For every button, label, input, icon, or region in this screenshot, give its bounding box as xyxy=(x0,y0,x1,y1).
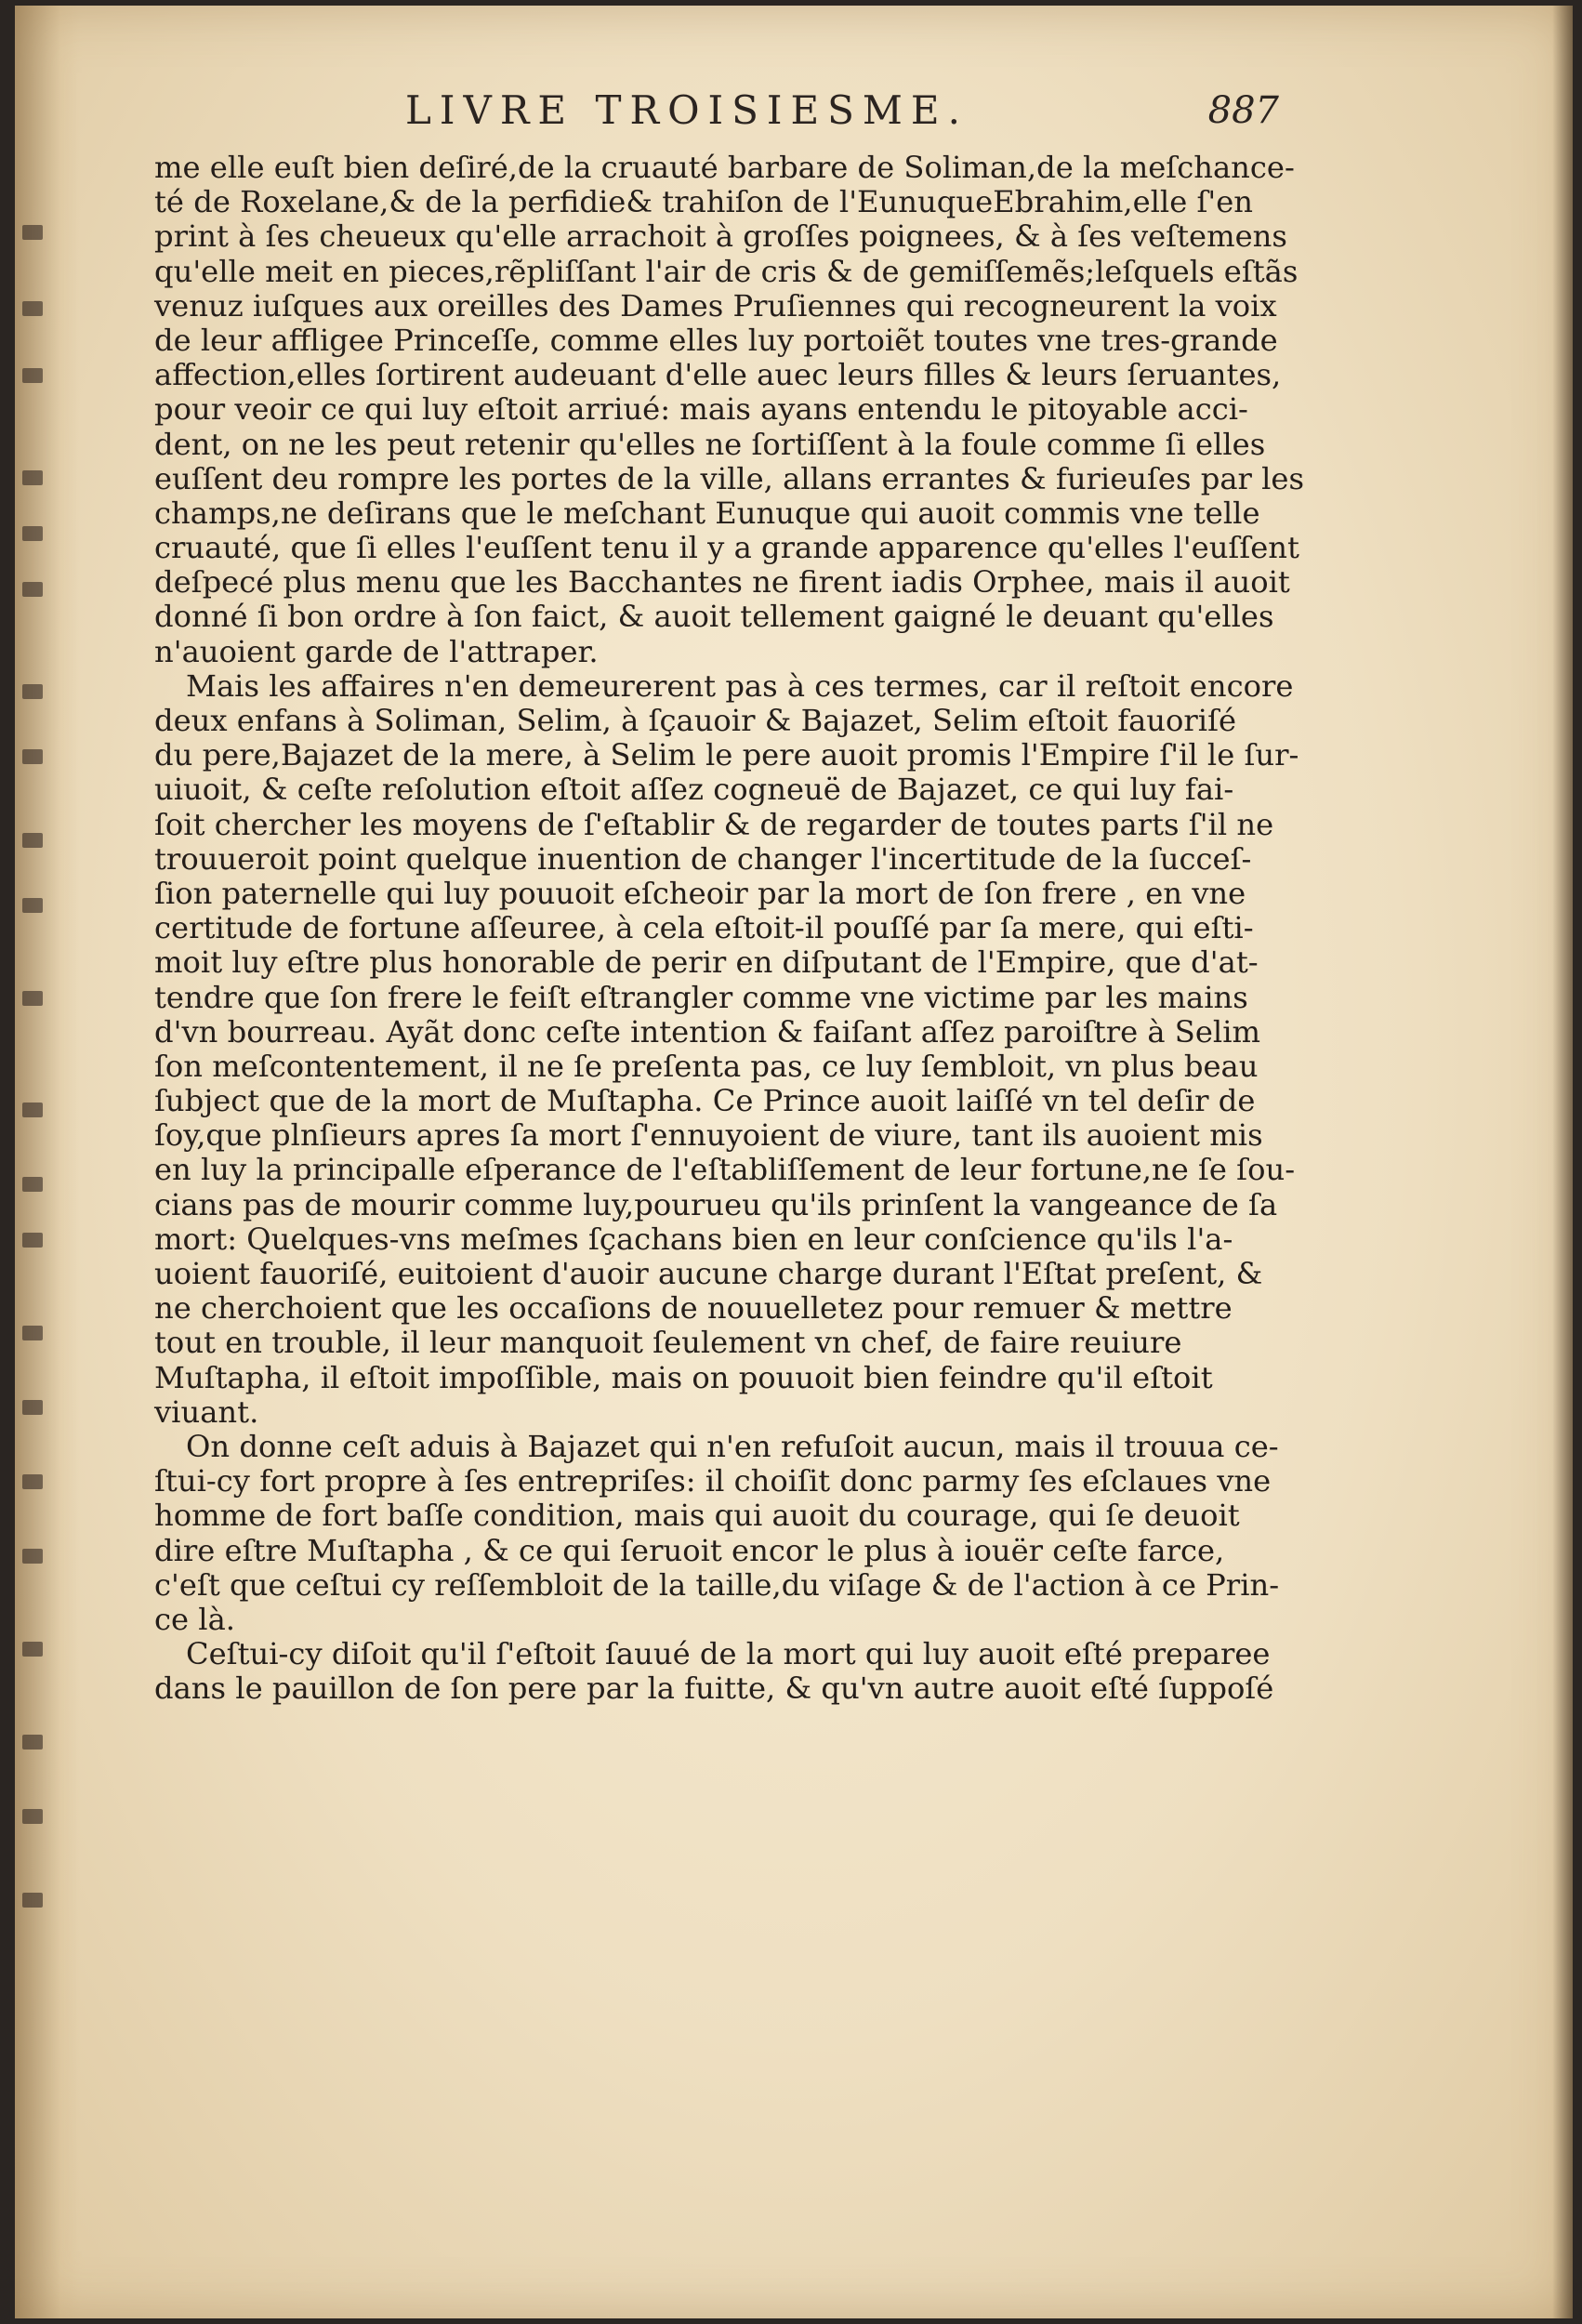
text-line: deux enfans à Soliman, Selim, à ſçauoir & Bajazet, Selim eſtoit fauoriſé xyxy=(154,703,1237,738)
text-line: ſubject que de la mort de Muſtapha. Ce Prince auoit laiſſé vn tel deſir de xyxy=(154,1083,1256,1119)
text-line: pour veoir ce qui luy eſtoit arriué: mais ayans entendu le pitoyable acci- xyxy=(154,391,1248,428)
text-line: moit luy eſtre plus honorable de perir en diſputant de l'Empire, que d'at- xyxy=(154,944,1259,981)
bleed-mark xyxy=(22,684,43,699)
running-title: LIVRE TROISIESME. xyxy=(405,87,969,133)
bleed-mark xyxy=(22,1474,43,1489)
text-line: champs,ne deſirans que le meſchant Eunuque qui auoit commis vne telle xyxy=(154,495,1260,531)
text-line: Muſtapha, il eſtoit impoſſible, mais on pouuoit bien feindre qu'il eſtoit xyxy=(154,1359,1213,1395)
bleed-mark xyxy=(22,749,43,764)
text-line: viuant. xyxy=(154,1393,259,1430)
text-line: homme de fort baſſe condition, mais qui auoit du courage, qui ſe deuoit xyxy=(154,1498,1240,1534)
bleed-mark xyxy=(22,833,43,848)
text-line: cruauté, que ſi elles l'euſſent tenu il y a grande apparence qu'elles l'euſſent xyxy=(154,530,1299,566)
text-line: té de Roxelane,& de la perfidie& trahiſon de l'EunuqueEbrahim,elle ſ'en xyxy=(154,184,1254,220)
text-line: cians pas de mourir comme luy,pourueu qu'ils prinſent la vangeance de ſa xyxy=(154,1186,1278,1222)
text-line: en luy la principalle eſperance de l'eſtabliſſement de leur fortune,ne ſe ſou- xyxy=(154,1152,1296,1188)
bleed-mark xyxy=(22,1809,43,1824)
text-line: uoient fauoriſé, euitoient d'auoir aucune charge durant l'Eſtat preſent, & xyxy=(154,1256,1263,1291)
text-line: trouueroit point quelque inuention de changer l'incertitude de la ſucceſ- xyxy=(154,840,1252,877)
text-line: ſoit chercher les moyens de ſ'eſtablir & de regarder de toutes parts ſ'il ne xyxy=(154,806,1274,842)
text-line: uiuoit, & ceſte reſolution eſtoit aſſez cogneuë de Bajazet, ce qui luy fai- xyxy=(154,772,1234,808)
text-line: dire eſtre Muſtapha , & ce qui ſeruoit encor le plus à iouër ceſte farce, xyxy=(154,1532,1225,1568)
bleed-mark xyxy=(22,1893,43,1908)
text-line: ce là. xyxy=(154,1601,236,1637)
paragraph-start-line: Mais les affaires n'en demeurerent pas à ces termes, car il reſtoit encore xyxy=(186,667,1294,704)
text-line: tout en trouble, il leur manquoit ſeulement vn chef, de faire reuiure xyxy=(154,1325,1182,1361)
text-line: deſpecé plus menu que les Bacchantes ne firent iadis Orphee, mais il auoit xyxy=(154,564,1290,601)
bleed-mark xyxy=(22,582,43,597)
bleed-mark xyxy=(22,991,43,1006)
text-line: venuz iuſques aux oreilles des Dames Pruſiennes qui recogneurent la voix xyxy=(154,287,1277,324)
bleed-mark xyxy=(22,1177,43,1192)
text-line: certitude de fortune aſſeuree, à cela eſtoit-il pouſſé par ſa mere, qui eſti- xyxy=(154,910,1254,946)
text-line: du pere,Bajazet de la mere, à Selim le pere auoit promis l'Empire ſ'il le ſur- xyxy=(154,737,1299,773)
text-line: affection,elles ſortirent audeuant d'elle auec leurs filles & leurs ſeruantes, xyxy=(154,357,1282,393)
text-line: ſion paternelle qui luy pouuoit eſcheoir par la mort de ſon frere , en vne xyxy=(154,875,1246,911)
text-line: ſon meſcontentement, il ne ſe preſenta pas, ce luy ſembloit, vn plus beau xyxy=(154,1048,1259,1084)
book-page xyxy=(15,6,1573,2318)
text-line: c'eſt que ceſtui cy reſſembloit de la taille,du viſage & de l'action à ce Prin- xyxy=(154,1566,1280,1603)
bleed-mark xyxy=(22,1233,43,1248)
page-header xyxy=(405,87,1316,143)
bleed-mark xyxy=(22,1642,43,1657)
text-line: ne cherchoient que les occaſions de nouuelletez pour remuer & mettre xyxy=(154,1290,1233,1327)
bleed-mark xyxy=(22,470,43,485)
text-line: ſoy,que plnſieurs apres ſa mort ſ'ennuyoient de viure, tant ils auoient mis xyxy=(154,1117,1263,1154)
text-line: dans le pauillon de ſon pere par la fuitte, & qu'vn autre auoit eſté ſuppoſé xyxy=(154,1670,1274,1707)
text-line: me elle euſt bien deſiré,de la cruauté barbare de Soliman,de la meſchance- xyxy=(154,150,1295,185)
text-line: dent, on ne les peut retenir qu'elles ne ſortiſſent à la foule comme ſi elles xyxy=(154,426,1266,462)
bleed-mark xyxy=(22,225,43,240)
text-line: euſſent deu rompre les portes de la ville, allans errantes & furieuſes par les xyxy=(154,460,1304,496)
bleed-mark xyxy=(22,1400,43,1415)
page-number: 887 xyxy=(1207,89,1279,132)
body-text xyxy=(154,150,1304,1707)
text-line: qu'elle meit en pieces,rẽpliſſant l'air de cris & de gemiſſemẽs;leſquels eſtãs xyxy=(154,253,1299,289)
bleed-mark xyxy=(22,368,43,383)
text-line: de leur affligee Princeſſe, comme elles luy portoiẽt toutes vne tres-grande xyxy=(154,322,1278,358)
text-line: n'auoient garde de l'attraper. xyxy=(154,633,599,669)
text-line: d'vn bourreau. Ayãt donc ceſte intention & faiſant aſſez paroiſtre à Selim xyxy=(154,1013,1261,1050)
page-edge-shadow xyxy=(1552,6,1573,2318)
bleed-mark xyxy=(22,1735,43,1750)
bleed-mark xyxy=(22,301,43,316)
bleed-mark xyxy=(22,526,43,541)
paragraph-start-line: Ceſtui-cy diſoit qu'il ſ'eſtoit ſauué de la mort qui luy auoit eſté preparee xyxy=(186,1636,1271,1672)
paragraph-start-line: On donne ceſt aduis à Bajazet qui n'en refuſoit aucun, mais il trouua ce- xyxy=(186,1428,1279,1464)
bleed-mark xyxy=(22,898,43,913)
text-line: ſtui-cy fort propre à ſes entrepriſes: il choiſit donc parmy ſes eſclaues vne xyxy=(154,1463,1272,1499)
bleed-mark xyxy=(22,1549,43,1564)
bleed-mark xyxy=(22,1326,43,1340)
text-line: tendre que ſon frere le feiſt eſtrangler comme vne victime par les mains xyxy=(154,979,1248,1015)
bleed-mark xyxy=(22,1103,43,1117)
show-through-marks xyxy=(22,191,59,1958)
text-line: mort: Quelques-vns meſmes ſçachans bien en leur conſcience qu'ils l'a- xyxy=(154,1221,1233,1257)
text-line: donné ſi bon ordre à ſon faict, & auoit tellement gaigné le deuant qu'elles xyxy=(154,599,1274,635)
text-line: print à ſes cheueux qu'elle arrachoit à groſſes poignees, & à ſes veſtemens xyxy=(154,218,1287,255)
